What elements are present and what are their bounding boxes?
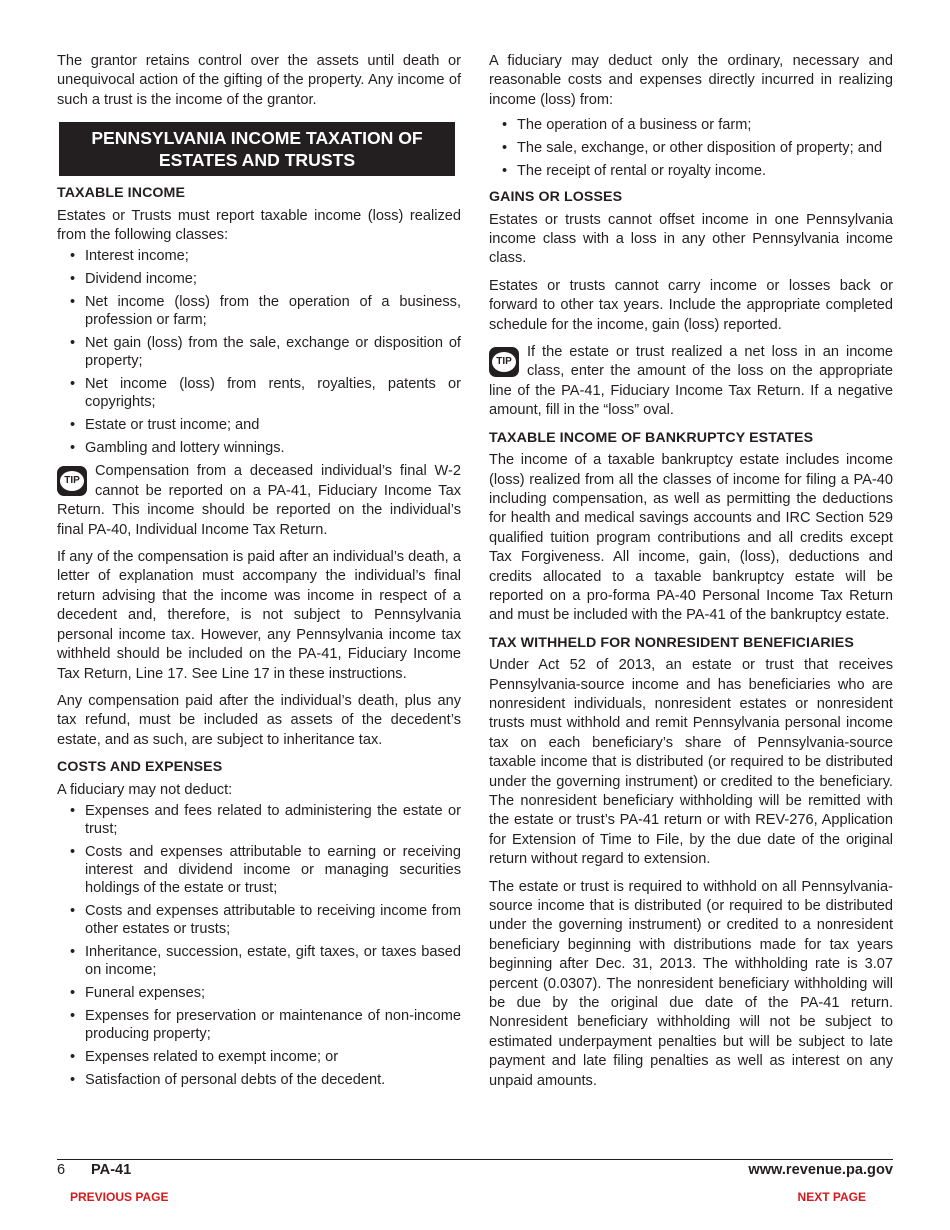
bullet-icon: • bbox=[70, 902, 76, 919]
list-item: • Estate or trust income; and bbox=[70, 417, 260, 434]
bankruptcy-heading: TAXABLE INCOME OF BANKRUPTCY ESTATES bbox=[489, 429, 814, 446]
tip-text: If the estate or trust realized a net loss in an income class, enter the amount of the loss on the appropriate line of the PA-41, Fiduciary Income Tax Return. If a negative amount, fill in the “loss” oval. bbox=[489, 344, 893, 419]
withheld-heading: TAX WITHHELD FOR NONRESIDENT BENEFICIARIES bbox=[489, 634, 854, 651]
bullet-icon: • bbox=[70, 440, 76, 457]
list-item: • Dividend income; bbox=[70, 271, 197, 288]
right-column bbox=[489, 52, 893, 1099]
bullet-icon: • bbox=[70, 376, 76, 393]
bullet-icon: • bbox=[70, 248, 76, 265]
taxable-income-intro: Estates or Trusts must report taxable income (loss) realized from the following classes: bbox=[57, 207, 461, 244]
compensation-paragraph: If any of the compensation is paid after an individual’s death, a letter of explanation must accompany the individual’s final return advising that the income was income in respect of a decedent and, therefore, is not subject to Pennsylvania personal income tax. However, any Pennsylvania income tax withheld should be included on the PA-41, Fiduciary Income Tax Return, Line 17. See Line 17 in these instructions. bbox=[57, 549, 461, 682]
deductible-intro: A fiduciary may deduct only the ordinary, necessary and reasonable costs and expenses directly incurred in realizing income (loss) from: bbox=[489, 53, 893, 108]
gains-paragraph-2: Estates or trusts cannot carry income or losses back or forward to other tax years. Include the appropriate completed schedule for the income, gain (loss) reported. bbox=[489, 277, 893, 333]
list-item: • Expenses related to exempt income; or bbox=[70, 1048, 339, 1065]
tip-net-loss bbox=[489, 343, 893, 421]
left-column bbox=[57, 52, 461, 1094]
list-item: • Costs and expenses attributable to earning or receiving interest and dividend income or managing securities holdings of the estate or trust; bbox=[70, 843, 461, 896]
previous-page-link[interactable]: PREVIOUS PAGE bbox=[70, 1190, 169, 1204]
list-item: • Funeral expenses; bbox=[70, 984, 206, 1001]
bullet-icon: • bbox=[70, 294, 76, 311]
bullet-icon: • bbox=[70, 1007, 76, 1024]
bullet-icon: • bbox=[70, 1048, 76, 1065]
gains-paragraph-1: Estates or trusts cannot offset income in one Pennsylvania income class with a loss in any other Pennsylvania income class. bbox=[489, 211, 893, 267]
non-deductible-list bbox=[57, 802, 461, 1089]
section-banner bbox=[59, 122, 455, 176]
tip-icon: TIP bbox=[489, 347, 519, 377]
bullet-icon: • bbox=[70, 843, 76, 860]
list-item: • Interest income; bbox=[70, 248, 189, 265]
website-link[interactable]: www.revenue.pa.gov bbox=[748, 1162, 893, 1178]
list-item: • Net gain (loss) from the sale, exchange or disposition of property; bbox=[70, 335, 461, 370]
bullet-icon: • bbox=[70, 417, 76, 434]
costs-expenses-intro: A fiduciary may not deduct: bbox=[57, 781, 233, 798]
form-name: PA-41 bbox=[91, 1162, 132, 1178]
taxable-income-heading: TAXABLE INCOME bbox=[57, 185, 186, 202]
bullet-icon: • bbox=[502, 117, 508, 134]
bullet-icon: • bbox=[70, 335, 76, 352]
withheld-paragraph-1: Under Act 52 of 2013, an estate or trust that receives Pennsylvania-source income and has beneficiaries who are nonresident individuals, nonresident estates or nonresident trusts must withhold and remit Pennsylvania personal income tax on each beneficiary’s share of Pennsylvania-source taxable income that is distributed (or required to be distributed under the governing instrument) or credited to the beneficiary. The nonresident beneficiary withholding will be remitted with the estate or trust’s PA-41 return or with REV-276, Application for Extension of Time to File, by the due date of the original return without regard to extension. bbox=[489, 657, 893, 868]
taxable-income-list bbox=[57, 247, 461, 457]
list-item: • Gambling and lottery winnings. bbox=[70, 440, 285, 457]
list-item: • Expenses for preservation or maintenance of non-income producing property; bbox=[70, 1007, 461, 1042]
list-item: • Net income (loss) from rents, royalties, patents or copyrights; bbox=[70, 376, 461, 411]
list-item: • Costs and expenses attributable to receiving income from other estates or trusts; bbox=[70, 902, 461, 937]
list-item: • Expenses and fees related to administering the estate or trust; bbox=[70, 802, 461, 837]
costs-expenses-heading: COSTS AND EXPENSES bbox=[57, 759, 223, 776]
list-item: • The sale, exchange, or other disposition of property; and bbox=[502, 140, 883, 157]
tip-text: Compensation from a deceased individual’s final W-2 cannot be reported on a PA-41, Fiduciary Income Tax Return. This income should be reported on the individual’s final PA-40, Individual Income Tax Return. bbox=[57, 463, 461, 538]
bullet-icon: • bbox=[70, 1071, 76, 1088]
page-number: 6 bbox=[57, 1162, 66, 1178]
list-item: • Inheritance, succession, estate, gift taxes, or taxes based on income; bbox=[70, 943, 461, 978]
bullet-icon: • bbox=[70, 271, 76, 288]
tip-icon: TIP bbox=[57, 466, 87, 496]
list-item: • The receipt of rental or royalty income. bbox=[502, 163, 767, 180]
bullet-icon: • bbox=[70, 984, 76, 1001]
bullet-icon: • bbox=[70, 943, 76, 960]
deductible-list bbox=[489, 116, 893, 180]
bankruptcy-paragraph: The income of a taxable bankruptcy estate includes income (loss) realized from all the classes of income for filing a PA-40 including compensation, as well as permitting the deductions for health and medical savings accounts and IRC Section 529 qualified tuition program contributions and all credits except Tax Forgiveness. All income, gain, (loss), deductions and credits allocated to a taxable bankruptcy estate will be reported on a pro-forma PA-40 Personal Income Tax Return and must be included with the PA-41 of the bankruptcy estate. bbox=[489, 452, 893, 624]
gains-losses-heading: GAINS OR LOSSES bbox=[489, 189, 623, 206]
banner-line-1: PENNSYLVANIA INCOME TAXATION OF bbox=[91, 128, 423, 149]
withheld-paragraph-2: The estate or trust is required to withhold on all Pennsylvania-source income that is distributed (or required to be distributed under the governing instrument) or credited to a nonresident beneficiary beginning with distributions made for tax years beginning after Dec. 31, 2013. The withholding rate is 3.07 percent (0.0307). The nonresident beneficiary withholding will be due by the original due date of the PA-41 return. Nonresident beneficiary withholding will not be subject to estimated underpayment penalties but will be subject to late payment and late filing penalties as well as interest on any unpaid amounts. bbox=[489, 878, 893, 1089]
list-item: • Net income (loss) from the operation of a business, profession or farm; bbox=[70, 294, 461, 329]
banner-line-2: ESTATES AND TRUSTS bbox=[158, 150, 356, 171]
inheritance-paragraph: Any compensation paid after the individual’s death, plus any tax refund, must be included as assets of the decedent’s estate, and as such, are subject to inheritance tax. bbox=[57, 692, 461, 748]
grantor-paragraph: The grantor retains control over the assets until death or unequivocal action of the gifting of the property. Any income of such a trust is the income of the grantor. bbox=[57, 53, 461, 108]
list-item: • Satisfaction of personal debts of the decedent. bbox=[70, 1071, 386, 1088]
tip-compensation bbox=[57, 462, 461, 540]
bullet-icon: • bbox=[502, 140, 508, 157]
bullet-icon: • bbox=[502, 163, 508, 180]
footer-divider bbox=[57, 1159, 893, 1160]
next-page-link[interactable]: NEXT PAGE bbox=[797, 1190, 866, 1204]
list-item: • The operation of a business or farm; bbox=[502, 117, 752, 134]
bullet-icon: • bbox=[70, 802, 76, 819]
